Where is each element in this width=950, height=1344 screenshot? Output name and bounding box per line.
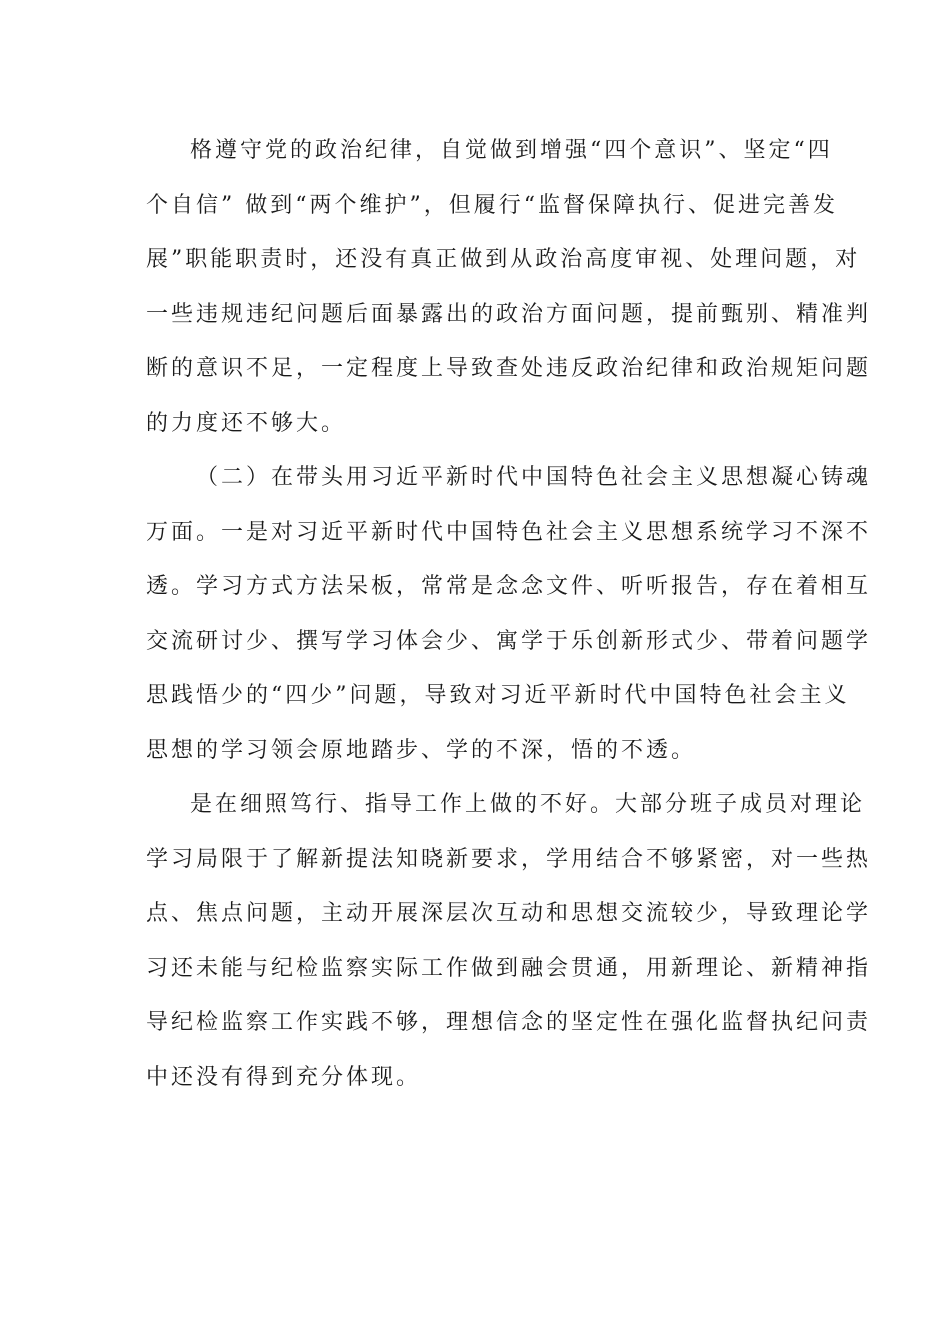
paragraph-line: 个自信” 做到“两个维护”，但履行“监督保障执行、促进完善发 [146,192,838,218]
paragraph-line: 点、焦点问题，主动开展深层次互动和思想交流较少，导致理论学 [146,901,872,926]
paragraph-line: 交流研讨少、撰写学习体会少、寓学于乐创新形式少、带着问题学 [146,628,872,654]
paragraph-2 [146,451,872,778]
paragraph-line: 习还未能与纪检监察实际工作做到融会贯通，用新理论、新精神指 [146,955,872,981]
paragraph-line: 是在细照笃行、指导工作上做的不好。大部分班子成员对理论 [190,792,866,817]
paragraph-line: 一些违规违纪问题后面暴露出的政治方面问题，提前甄别、精准判 [146,301,872,327]
paragraph-line: 学习局限于了解新提法知晓新要求，学用结合不够紧密，对一些热 [146,846,872,872]
paragraph-line: 思想的学习领会原地踏步、学的不深，悟的不透。 [146,737,697,763]
document-body [146,124,872,1105]
paragraph-line: 中还没有得到充分体现。 [146,1064,422,1090]
paragraph-line: 透。学习方式方法呆板，常常是念念文件、听听报告，存在着相互 [146,574,872,599]
paragraph-line: 思践悟少的“四少”问题，导致对习近平新时代中国特色社会主义 [146,683,850,708]
paragraph-line: 展”职能职责时，还没有真正做到从政治高度审视、处理问题，对 [146,247,861,272]
paragraph-line: 万面。一是对习近平新时代中国特色社会主义思想系统学习不深不 [146,519,872,545]
paragraph-line: 断的意识不足，一定程度上导致查处违反政治纪律和政治规矩问题 [146,356,872,381]
paragraph-line: 的力度还不够大。 [146,410,347,436]
paragraph-line: （二）在带头用习近平新时代中国特色社会主义思想凝心铸魂 [196,465,872,490]
paragraph-line: 导纪检监察工作实践不够，理想信念的坚定性在强化监督执纪问责 [146,1010,872,1035]
paragraph-1 [146,124,872,451]
paragraph-line: 格遵守党的政治纪律，自觉做到增强“四个意识”、坚定“四 [190,138,833,163]
paragraph-3 [146,778,872,1105]
